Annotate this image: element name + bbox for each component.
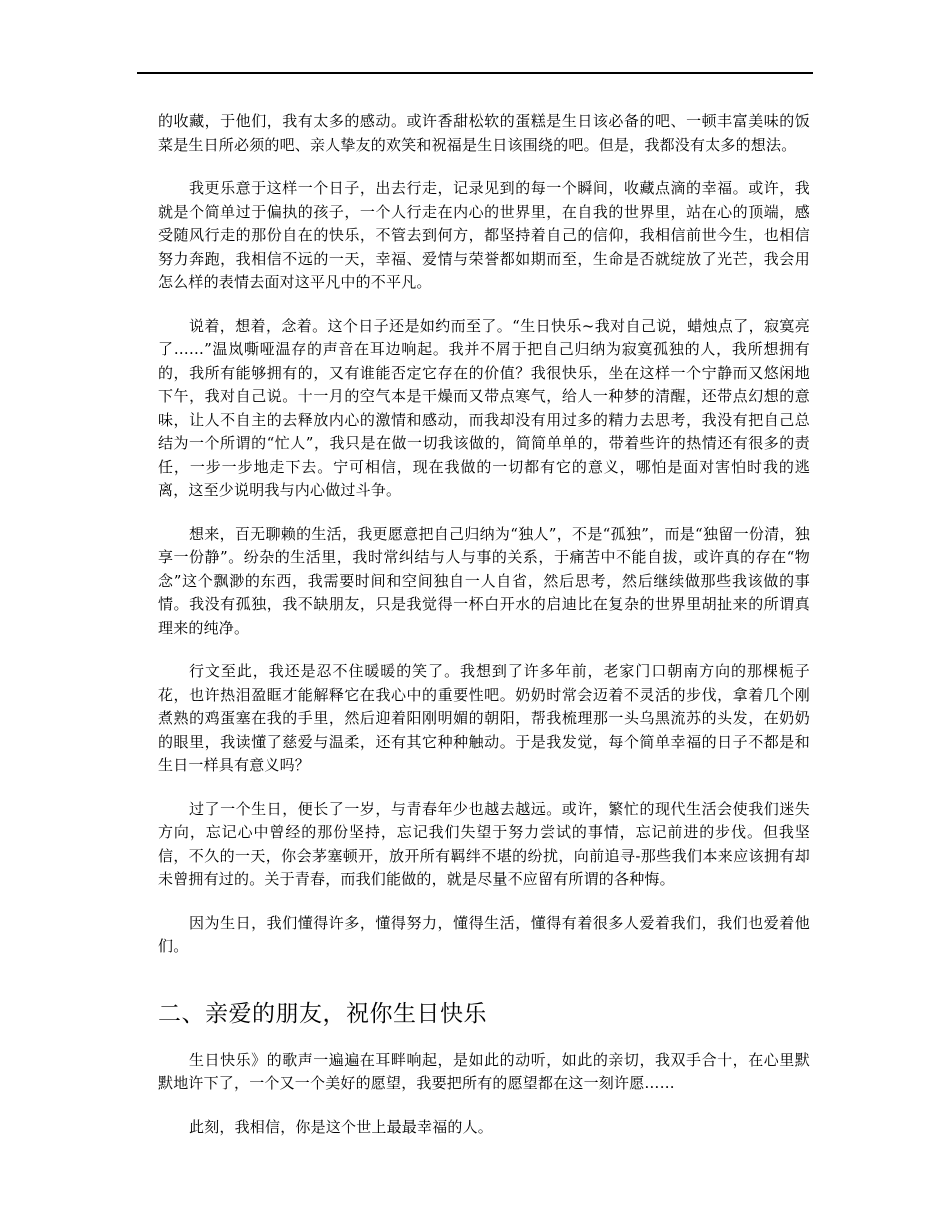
paragraph-4: 想来，百无聊赖的生活，我更愿意把自己归纳为“独人”，不是“孤独”，而是“独留一份清，独享一份静”。纷杂的生活里，我时常纠结与人与事的关系，于痛苦中不能自拔，或许真的存在“物念”这个飘渺的东西，我需要时间和空间独自一人自省，然后思考，然后继续做那些我该做的事情。我没有孤独，我不缺朋友，只是我觉得一杯白开水的启迪比在复杂的世界里胡扯来的所谓真理来的纯净。 — [158, 524, 810, 637]
paragraph-2: 我更乐意于这样一个日子，出去行走，记录见到的每一个瞬间，收藏点滴的幸福。或许，我就是个简单过于偏执的孩子，一个人行走在内心的世界里，在自我的世界里，站在心的顶端，感受随风行走的那份自在的快乐，不管去到何方，都坚持着自己的信仰，我相信前世今生，也相信努力奔跑，我相信不远的一天，幸福、爱情与荣誉都如期而至，生命是否就绽放了光芒，我会用怎么样的表情去面对这平凡中的不平凡。 — [158, 179, 810, 291]
paragraph-1: 的收藏，于他们，我有太多的感动。或许香甜松软的蛋糕是生日该必备的吧、一顿丰富美味的饭菜是生日所必须的吧、亲人挚友的欢笑和祝福是生日该围绕的吧。但是，我都没有太多的想法。 — [158, 112, 810, 154]
paragraph-5: 行文至此，我还是忍不住暖暖的笑了。我想到了许多年前，老家门口朝南方向的那棵栀子花，也许热泪盈眶才能解释它在我心中的重要性吧。奶奶时常会迈着不灵活的步伐，拿着几个刚煮熟的鸡蛋塞在我的手里，然后迎着阳刚明媚的朝阳，帮我梳理那一头乌黑流苏的头发，在奶奶的眼里，我读懂了慈爱与温柔，还有其它种种触动。于是我发觉，每个简单幸福的日子不都是和生日一样具有意义吗？ — [158, 662, 810, 774]
paragraph-7: 因为生日，我们懂得许多，懂得努力，懂得生活，懂得有着很多人爱着我们，我们也爱着他们。 — [158, 913, 810, 955]
document-body — [158, 110, 810, 1159]
paragraph-9: 此刻，我相信，你是这个世上最最幸福的人。 — [189, 1117, 494, 1136]
paragraph-8: 生日快乐》的歌声一遍遍在耳畔响起，是如此的动听，如此的亲切，我双手合十，在心里默默地许下了，一个又一个美好的愿望，我要把所有的愿望都在这一刻许愿…… — [158, 1050, 810, 1092]
section-heading: 二、亲爱的朋友，祝你生日快乐 — [158, 1000, 487, 1027]
header-rule — [137, 72, 813, 74]
paragraph-6: 过了一个生日，便长了一岁，与青春年少也越去越远。或许，繁忙的现代生活会使我们迷失方向，忘记心中曾经的那份坚持，忘记我们失望于努力尝试的事情，忘记前进的步伐。但我坚信，不久的一天，你会茅塞顿开，放开所有羁绊不堪的纷扰，向前追寻-那些我们本来应该拥有却未曾拥有过的。关于青春，而我们能做的，就是尽量不应留有所谓的各种悔。 — [158, 799, 810, 888]
paragraph-3: 说着，想着，念着。这个日子还是如约而至了。“生日快乐~我对自己说，蜡烛点了，寂寞亮了……”温岚嘶哑温存的声音在耳边响起。我并不屑于把自己归纳为寂寞孤独的人，我所想拥有的，我所有能够拥有的，又有谁能否定它存在的价值？我很快乐，坐在这样一个宁静而又悠闲地下午，我对自己说。十一月的空气本是干燥而又带点寒气，给人一种梦的清醒，还带点幻想的意味，让人不自主的去释放内心的激情和感动，而我却没有用过多的精力去思考，我没有把自己总结为一个所谓的“忙人”，我只是在做一切我该做的，简简单单的，带着些许的热情还有很多的责任，一步一步地走下去。宁可相信，现在我做的一切都有它的意义，哪怕是面对害怕时我的逃离，这至少说明我与内心做过斗争。 — [158, 316, 810, 499]
